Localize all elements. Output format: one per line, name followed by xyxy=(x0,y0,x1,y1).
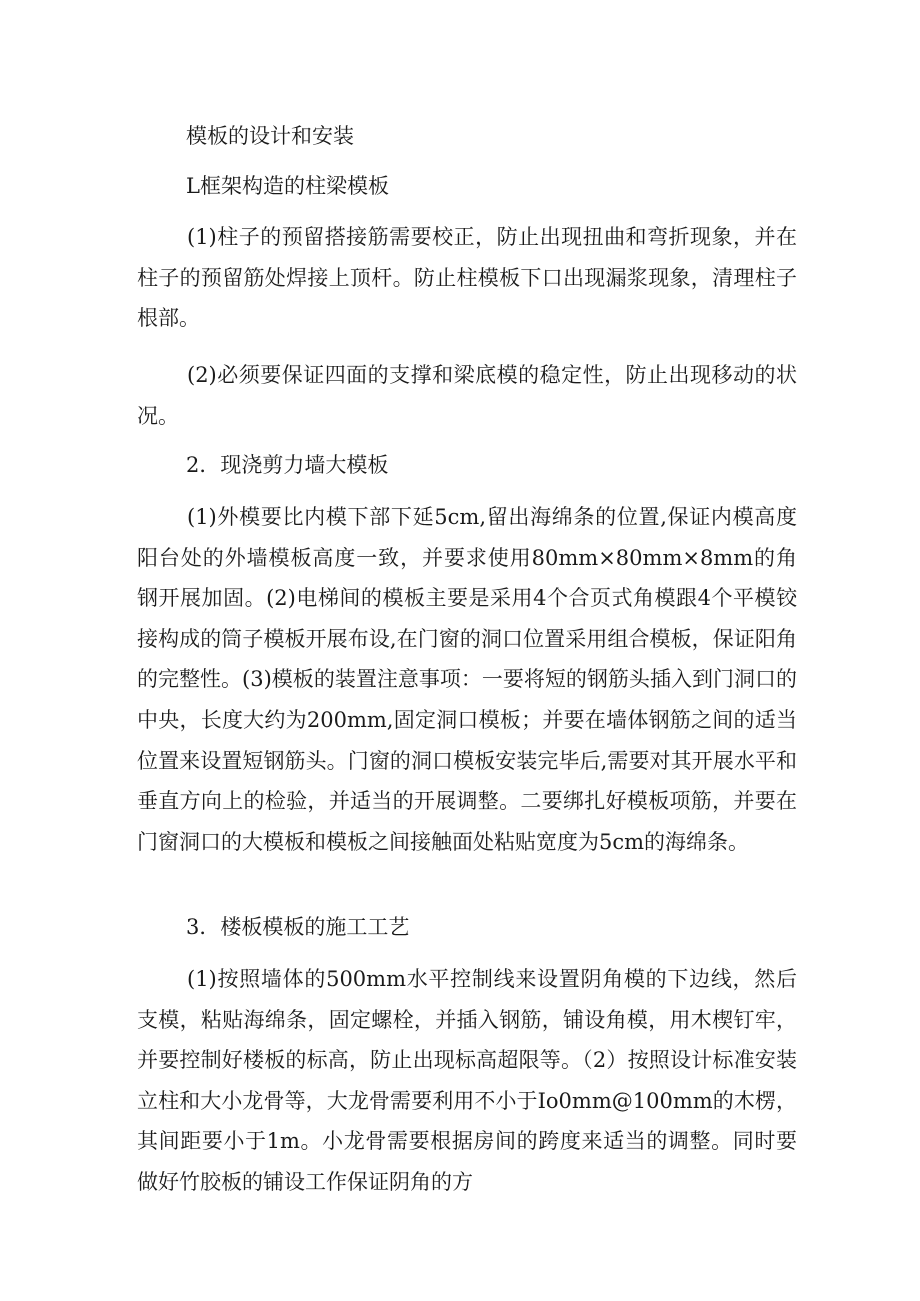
document-title: 模板的设计和安装 xyxy=(186,124,354,148)
section2-heading: 2．现浇剪力墙大模板 xyxy=(186,453,389,477)
section3-paragraph-1: (1)按照墙体的500mm水平控制线来设置阴角模的下边线，然后支模，粘贴海绵条，固定螺栓，并插入钢筋，铺设角模，用木楔钉牢，并要控制好楼板的标高，防止出现标高超限等。（2）按照设计标准安装立柱和大小龙骨等，大龙骨需要利用不小于Io0mm@100mm的木楞，其间距要小于1m。小龙骨需要根据房间的跨度来适当的调整。同时要做好竹胶板的铺设工作保证阴角的方 xyxy=(137,967,797,1194)
section1-paragraph-1: (1)柱子的预留搭接筋需要校正，防止出现扭曲和弯折现象，并在柱子的预留筋处焊接上顶杆。防止柱模板下口出现漏浆现象，清理柱子根部。 xyxy=(137,225,797,331)
section1-heading: L框架构造的柱梁模板 xyxy=(186,174,389,198)
section3-heading: 3．楼板模板的施工工艺 xyxy=(186,915,410,939)
section1-paragraph-2: (2)必须要保证四面的支撑和梁底模的稳定性，防止出现移动的状况。 xyxy=(137,363,797,428)
section2-paragraph-1: (1)外模要比内模下部下延5cm,留出海绵条的位置,保证内模高度阳台处的外墙模板高度一致，并要求使用80mm×80mm×8mm的角钢开展加固。(2)电梯间的模板主要是采用4个合页式角模跟4个平模铰接构成的筒子模板开展布设,在门窗的洞口位置采用组合模板，保证阳角的完整性。(3)模板的装置注意事项：一要将短的钢筋头插入到门洞口的中央，长度大约为200mm,固定洞口模板；并要在墙体钢筋之间的适当位置来设置短钢筋头。门窗的洞口模板安装完毕后,需要对其开展水平和垂直方向上的检验，并适当的开展调整。二要绑扎好模板项筋，并要在门窗洞口的大模板和模板之间接触面处粘贴宽度为5cm的海绵条。 xyxy=(137,505,797,854)
